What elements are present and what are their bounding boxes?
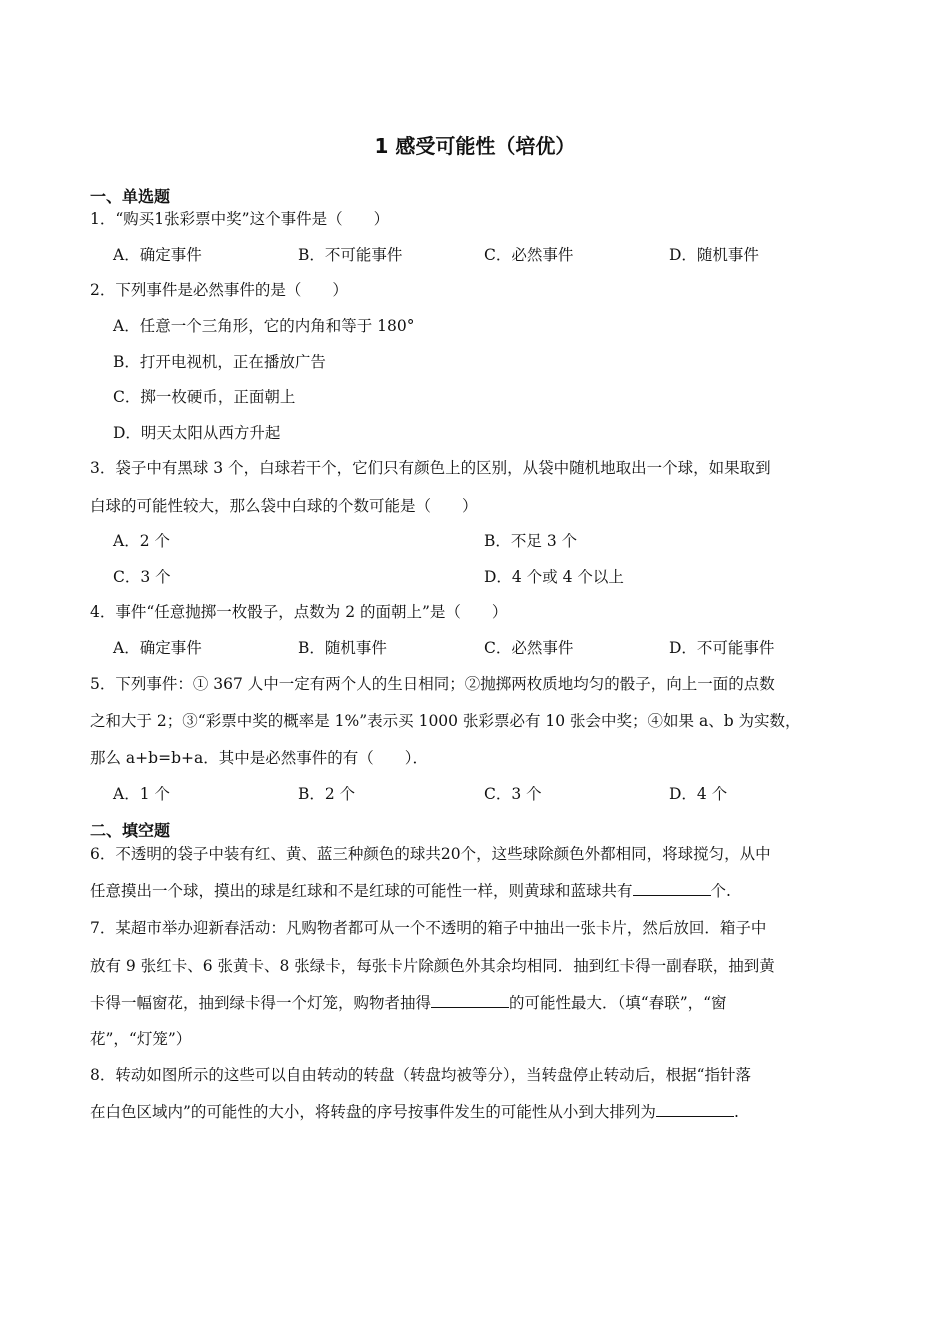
question-4-option-b: B．随机事件 (298, 639, 387, 657)
question-1-option-d: D．随机事件 (669, 246, 759, 264)
question-5-stem-line-1: 5．下列事件：① 367 人中一定有两个人的生日相同；②抛掷两枚质地均匀的骰子，向上一面的点数 (90, 675, 775, 693)
question-5-option-a: A．1 个 (113, 785, 170, 803)
question-1-stem: 1．“购买1张彩票中奖”这个事件是（ ） (90, 210, 390, 228)
question-5-option-d: D．4 个 (669, 785, 728, 803)
question-8-line-1: 8．转动如图所示的这些可以自由转动的转盘（转盘均被等分），当转盘停止转动后，根据“指针落 (90, 1066, 752, 1084)
question-3-stem-line-1: 3．袋子中有黑球 3 个，白球若干个，它们只有颜色上的区别，从袋中随机地取出一个球，如果取到 (90, 459, 771, 477)
question-6-line-2-text: 任意摸出一个球，摸出的球是红球和不是红球的可能性一样，则黄球和蓝球共有 (90, 882, 633, 900)
question-7-line-3 (90, 991, 860, 1013)
question-7-line-2: 放有 9 张红卡、6 张黄卡、8 张绿卡，每张卡片除颜色外其余均相同．抽到红卡得一副春联，抽到黄 (90, 957, 775, 975)
page-title: 1 感受可能性（培优） (374, 134, 576, 158)
question-4-stem: 4．事件“任意抛掷一枚骰子，点数为 2 的面朝上”是（ ） (90, 603, 508, 621)
question-5-stem-line-2: 之和大于 2；③“彩票中奖的概率是 1%”表示买 1000 张彩票必有 10 张会中奖；④如果 a、b 为实数， (90, 712, 801, 730)
question-7-answer-blank[interactable] (431, 993, 509, 1008)
question-8-line-2-text: 在白色区域内”的可能性的大小，将转盘的序号按事件发生的可能性从小到大排列为 (90, 1103, 656, 1121)
section-heading-single-choice: 一、单选题 (90, 187, 171, 206)
question-8-answer-blank[interactable] (656, 1102, 734, 1117)
question-4-option-c: C．必然事件 (484, 639, 574, 657)
question-2-stem: 2．下列事件是必然事件的是（ ） (90, 281, 348, 299)
question-2-option-c: C．掷一枚硬币，正面朝上 (113, 388, 296, 406)
question-6-line-2 (90, 879, 860, 901)
question-2-option-a: A．任意一个三角形，它的内角和等于 180° (113, 317, 415, 335)
question-7-line-3-text: 卡得一幅窗花，抽到绿卡得一个灯笼，购物者抽得 (90, 994, 432, 1012)
question-1-option-a: A．确定事件 (113, 246, 202, 264)
question-6-answer-blank[interactable] (633, 881, 711, 896)
question-6-line-1: 6．不透明的袋子中装有红、黄、蓝三种颜色的球共20个，这些球除颜色外都相同，将球搅匀，从中 (90, 845, 771, 863)
question-6-line-2-end: 个. (710, 882, 731, 900)
question-1-option-b: B．不可能事件 (298, 246, 403, 264)
question-8-line-2-end: . (733, 1103, 739, 1121)
section-heading-fill-blank: 二、填空题 (90, 821, 171, 840)
question-5-option-b: B．2 个 (298, 785, 356, 803)
question-2-option-b: B．打开电视机，正在播放广告 (113, 353, 326, 371)
question-1-option-c: C．必然事件 (484, 246, 574, 264)
question-5-stem-line-3: 那么 a+b=b+a．其中是必然事件的有（ ）． (90, 749, 428, 767)
question-3-option-b: B．不足 3 个 (484, 532, 578, 550)
question-3-option-c: C．3 个 (113, 568, 171, 586)
question-7-line-1: 7．某超市举办迎新春活动：凡购物者都可从一个不透明的箱子中抽出一张卡片，然后放回．箱子中 (90, 919, 767, 937)
question-2-option-d: D．明天太阳从西方升起 (113, 424, 281, 442)
question-8-line-2 (90, 1100, 860, 1122)
question-7-line-3-end: 的可能性最大．（填“春联”，“窗 (509, 994, 727, 1012)
question-3-option-a: A．2 个 (113, 532, 170, 550)
question-3-option-d: D．4 个或 4 个以上 (484, 568, 624, 586)
question-4-option-a: A．确定事件 (113, 639, 202, 657)
question-5-option-c: C．3 个 (484, 785, 542, 803)
question-3-stem-line-2: 白球的可能性较大，那么袋中白球的个数可能是（ ） (90, 497, 478, 515)
question-7-line-4: 花”，“灯笼”） (90, 1030, 192, 1048)
question-4-option-d: D．不可能事件 (669, 639, 775, 657)
